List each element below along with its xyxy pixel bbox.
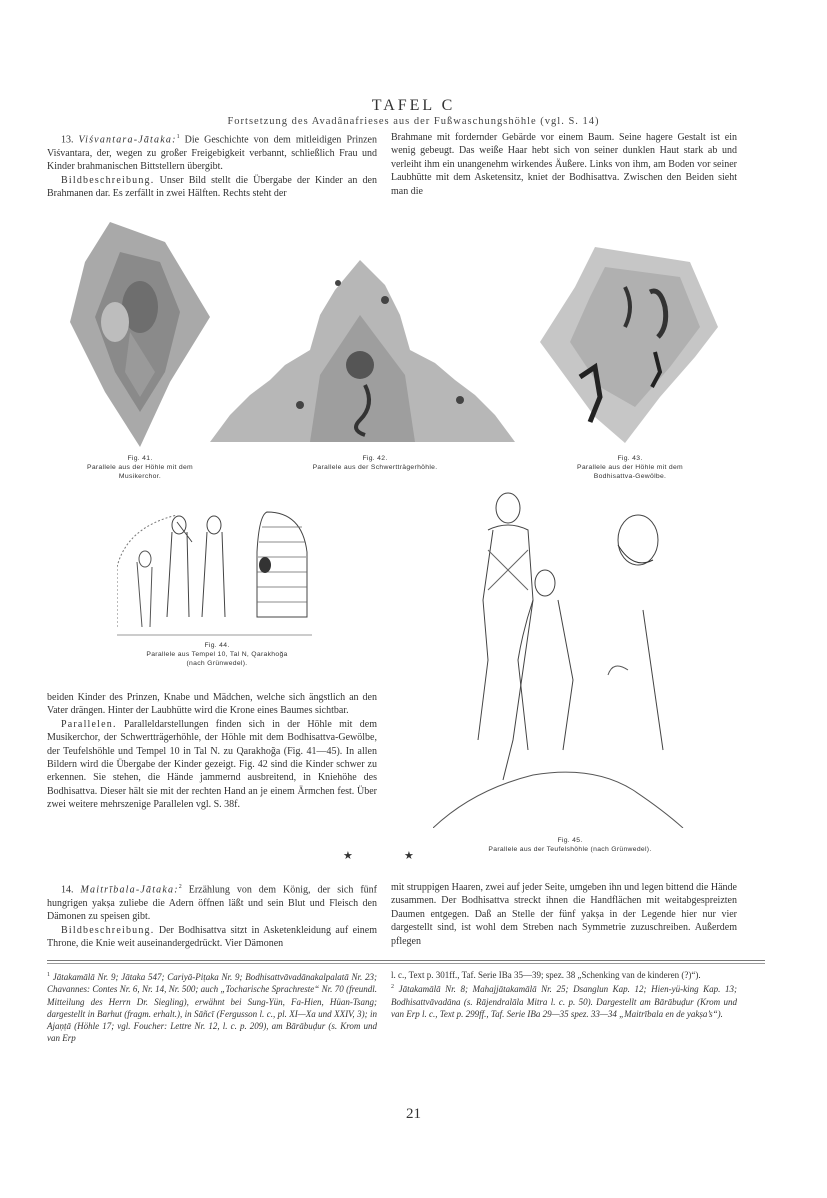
figure-43-caption bbox=[530, 454, 730, 481]
section-13-continuation bbox=[47, 691, 377, 812]
section-14-jataka-name: Maitrībala-Jātaka: bbox=[80, 884, 179, 896]
footnote-1-continuation: l. c., Text p. 301ff., Taf. Serie IBa 35—39; spez. 38 „Schenking van de kinderen (?)“). bbox=[391, 970, 701, 980]
figure-45-image bbox=[433, 490, 695, 828]
footnote-1-text: Jātakamālā Nr. 9; Jātaka 547; Cariyā-Piṭaka Nr. 9; Bodhisattvāvadānakalpalatā Nr. 23; Chavannes: Contes Nr. 6, Nr. 14, Nr. 500; auch „Tocharische Sprachreste“ Nr. 70 (freundl. Mitteilung des Herrn Dr. Siegling), erwähnt bei Sung-Yün, Fa-Hien, Hüan-Tsang; dargestellt in Barhut (fragm. erhalt.), in Sāñcī (Fergusson l. c., pl. XI—Xa und XXIV, 3); in Ajaṇṭā (Höhle 17; vgl. Foucher: Lettre Nr. 12, l. c. p. 209), am Bārābuḍur (s. Krom und van Erp bbox=[47, 972, 378, 1044]
figure-41-number: Fig. 41. bbox=[127, 455, 153, 462]
figure-44-number: Fig. 44. bbox=[204, 642, 230, 649]
figure-44-image bbox=[117, 507, 317, 637]
footnote-ref-2[interactable]: 2 bbox=[178, 884, 182, 890]
section-13-description-text: Unser Bild stellt die Übergabe der Kinder an den Brahmanen dar. Es zerfällt in zwei Hälften. Rechts steht der bbox=[47, 174, 377, 199]
footnote-2-text: Jātakamālā Nr. 8; Mahajjātakamālā Nr. 25; Dsanglun Kap. 12; Hien-yü-king Kap. 13; Bodhisattvāvadāna (s. Rājendralāla Mitra l. c. p. 50). Dargestellt am Bārābuḍur (Krom und van Erp l. c., Text p. 299ff., Taf. Serie IBa 29—35 spez. 33—34 „Maitrībala en de yakṣa’s“). bbox=[391, 984, 737, 1019]
footnote-2-marker: 2 bbox=[391, 984, 394, 991]
section-14-paragraph-2 bbox=[47, 924, 377, 951]
figure-41-caption bbox=[40, 454, 240, 481]
figure-43-caption-line-2: Bodhisattva-Gewölbe. bbox=[593, 473, 667, 480]
figure-41-caption-line-2: Musikerchor. bbox=[118, 473, 162, 480]
parallels-paragraph bbox=[47, 718, 377, 812]
figure-42-caption bbox=[260, 454, 490, 472]
parallels-text: Paralleldarstellungen finden sich in der Höhle mit dem Musikerchor, der Schwertträgerhöhle, der Höhle mit dem Bodhisattva-Gewölbe, der Teufelshöhle und Tempel 10 in Tal N. zu Qarakhoğa (Fig. 41—45). In allen Bildern wird die Übergabe der Kinder gezeigt. Fig. 42 sind die Kinder schwer zu erkennen. Sie stehen, die Hände jammernd ausbreitend, in Kniehöhe des Bodhisattva. Dieser hält sie mit der rechten Hand an je einem Ärmchen fest. Über zwei weitere mehrszenige Parallelen vgl. S. 38f. bbox=[47, 718, 377, 811]
figure-41-mural-icon bbox=[70, 222, 210, 447]
section-13-paragraph-1 bbox=[47, 131, 377, 174]
section-13-intro bbox=[47, 131, 377, 200]
separator-star-right: ★ bbox=[404, 850, 414, 862]
section-14-description-heading: Bildbeschreibung. bbox=[61, 924, 155, 936]
figure-43-image bbox=[540, 247, 718, 443]
figure-43-caption-line-1: Parallele aus der Höhle mit dem bbox=[576, 464, 683, 471]
figure-42-mural-icon bbox=[210, 255, 515, 442]
figure-44-caption-line-2: (nach Grünwedel). bbox=[186, 660, 248, 667]
figure-43-number: Fig. 43. bbox=[617, 455, 643, 462]
footnote-2 bbox=[391, 981, 737, 1020]
footnote-1-marker: 1 bbox=[47, 972, 50, 978]
section-13-right-column bbox=[391, 131, 737, 198]
section-14-paragraph-1 bbox=[47, 881, 377, 924]
plate-subtitle: Fortsetzung des Avadânafrieses aus der Fußwaschungshöhle (vgl. S. 14) bbox=[227, 116, 600, 127]
footnote-1-left bbox=[47, 969, 377, 1045]
figure-43-mural-icon bbox=[540, 247, 718, 443]
section-14-left-column bbox=[47, 881, 377, 950]
figure-41-image bbox=[70, 222, 210, 447]
section-14-number: 14. bbox=[61, 884, 74, 896]
section-13-intro-text: Die Geschichte von dem mitleidigen Prinzen Viśvantara, der, wegen zu großer Freigebigkeit verbannt, schließlich Frau und Kinder brahmanischen Bittstellern übergibt. bbox=[47, 134, 377, 173]
figure-44-drawing-icon bbox=[117, 507, 317, 637]
footnote-column-right bbox=[391, 969, 737, 1020]
plate-title: TAFEL C bbox=[371, 97, 456, 114]
figure-45-caption bbox=[440, 836, 700, 854]
figure-45-number: Fig. 45. bbox=[557, 837, 583, 844]
section-14-right-column bbox=[391, 881, 737, 948]
section-14-intro-text: Erzählung von dem König, der sich fünf hungrigen yakṣa zuliebe die Adern öffnen läßt und sein Blut und Fleisch den Dämonen zu speisen gibt. bbox=[47, 884, 377, 923]
parallels-heading: Parallelen. bbox=[61, 718, 117, 730]
footnote-rule bbox=[47, 960, 765, 961]
section-13-number: 13. bbox=[61, 134, 74, 146]
section-13-description-heading: Bildbeschreibung. bbox=[61, 174, 155, 186]
separator-star-left: ★ bbox=[343, 850, 353, 862]
figure-45-caption-line-1: Parallele aus der Teufelshöhle (nach Grünwedel). bbox=[488, 846, 652, 853]
section-14-description-text: Der Bodhisattva sitzt in Asketenkleidung auf einem Throne, die Knie weit auseinandergedrückt. Vier Dämonen bbox=[47, 924, 377, 949]
section-13-right-text: Brahmane mit fordernder Gebärde vor einem Baum. Seine hagere Gestalt ist ein wenig gebeugt. Das weiße Haar hebt sich von seiner dunklen Haut stark ab und verleiht ihm ein unangenehm wirkendes Äußere. Links von ihm, am Boden vor seiner Laubhütte mit dem Asketensitz, kniet der Bodhisattva. Zwischen den Beiden sieht man die bbox=[391, 132, 737, 197]
footnote-ref-1[interactable]: 1 bbox=[176, 134, 180, 140]
section-13-paragraph-2 bbox=[47, 174, 377, 201]
figure-42-image bbox=[210, 255, 515, 442]
figure-44-caption-line-1: Parallele aus Tempel 10, Tal N, Qarakhoğa bbox=[146, 651, 288, 658]
section-13-continuation-text: beiden Kinder des Prinzen, Knabe und Mädchen, welche sich ängstlich an den Vater drängen. Hinter der Laubhütte wird die Krone eines Baumes sichtbar. bbox=[47, 692, 377, 717]
figure-45-drawing-icon bbox=[433, 490, 695, 828]
footnote-rule-secondary bbox=[47, 963, 765, 964]
section-13-jataka-name: Viśvantara-Jātaka: bbox=[78, 134, 177, 146]
section-14-right-text: mit struppigen Haaren, zwei auf jeder Seite, umgeben ihn und legen bittend die Hände zusammen. Der Bodhisattva streckt ihnen die Handflächen mit weitabgespreizten Daumen entgegen. Daß an Stelle der fünf yakṣa in der Legende hier nur vier dargestellt sind, ist wohl dem Streben nach Symmetrie zuzuschreiben. Außerdem pflegen bbox=[391, 882, 737, 947]
figure-41-caption-line-1: Parallele aus der Höhle mit dem bbox=[86, 464, 193, 471]
figure-44-caption bbox=[97, 641, 337, 668]
figure-42-number: Fig. 42. bbox=[362, 455, 388, 462]
figure-42-caption-line-1: Parallele aus der Schwertträgerhöhle. bbox=[312, 464, 438, 471]
page-number: 21 bbox=[406, 1106, 421, 1122]
